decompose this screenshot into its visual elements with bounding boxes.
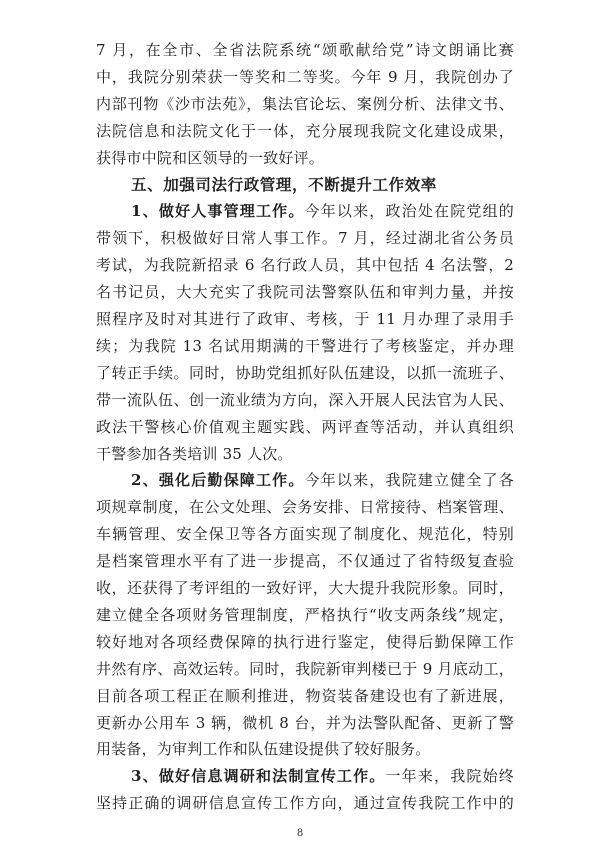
- paragraph-line: 较好地对各项经费保障的执行进行鉴定，使得后勤保障工作: [96, 632, 514, 651]
- subsection-heading-line: [131, 201, 514, 221]
- paragraph-line: 更新办公用车 3 辆，微机 8 台，并为法警队配备、更新了警: [96, 713, 514, 732]
- paragraph-line: 了转正手续。同时，协助党组抓好队伍建设，以抓一流班子、: [96, 363, 514, 382]
- subsection-title-research: 3、做好信息调研和法制宣传工作。: [131, 767, 386, 786]
- paragraph-line: 建立健全各项财务管理制度，严格执行“收支两条线”规定，: [96, 605, 514, 624]
- paragraph-line: 7 月，在全市、全省法院系统“颂歌献给党”诗文朗诵比赛: [96, 41, 514, 59]
- paragraph-line: 用装备，为审判工作和队伍建设提供了较好服务。: [96, 740, 431, 759]
- paragraph-line: 续；为我院 13 名试用期满的干警进行了考核鉴定，并办理: [96, 336, 514, 355]
- paragraph-line: 坚持正确的调研信息宣传工作方向，通过宣传我院工作中的: [96, 794, 514, 813]
- paragraph-line: 带一流队伍、创一流业绩为方向，深入开展人民法官为人民、: [96, 390, 514, 409]
- paragraph-line: 目前各项工程正在顺利推进，物资装备建设也有了新进展，: [96, 686, 514, 705]
- paragraph-line: 中，我院分别荣获一等奖和二等奖。今年 9 月，我院创办了: [96, 67, 514, 86]
- section-heading-5: 五、加强司法行政管理，不断提升工作效率: [131, 174, 437, 194]
- paragraph-line: 内部刊物《沙市法苑》，集法官论坛、案例分析、法律文书、: [96, 94, 514, 113]
- paragraph-line: 带领下，积极做好日常人事工作。7 月，经过湖北省公务员: [96, 229, 514, 248]
- paragraph-text: 今年以来，政治处在院党组的: [304, 202, 514, 221]
- subsection-title-personnel: 1、做好人事管理工作。: [131, 202, 305, 221]
- paragraph-text: 今年以来，我院建立健全了各: [304, 471, 514, 490]
- paragraph-line: 获得市中院和区领导的一致好评。: [96, 148, 325, 167]
- paragraph-line: 收，还获得了考评组的一致好评，大大提升我院形象。同时，: [96, 579, 514, 597]
- paragraph-text: 一年来，我院始终: [385, 767, 514, 786]
- paragraph-line: 项规章制度，在公文处理、会务安排、日常接待、档案管理、: [96, 498, 514, 517]
- paragraph-line: 是档案管理水平有了进一步提高，不仅通过了省特级复查验: [96, 552, 514, 571]
- paragraph-line: 名书记员，大大充实了我院司法警察队伍和审判力量，并按: [96, 283, 514, 302]
- subsection-heading-line: [131, 766, 514, 786]
- paragraph-line: 车辆管理、安全保卫等各方面实现了制度化、规范化，特别: [96, 525, 514, 544]
- paragraph-line: 井然有序、高效运转。同时，我院新审判楼已于 9 月底动工，: [96, 659, 514, 678]
- subsection-title-logistics: 2、强化后勤保障工作。: [131, 471, 305, 490]
- paragraph-line: 考试，为我院新招录 6 名行政人员，其中包括 4 名法警，2: [96, 256, 514, 275]
- paragraph-line: 照程序及时对其进行了政审、考核，于 11 月办理了录用手: [96, 310, 514, 328]
- page-number: 8: [296, 828, 304, 840]
- paragraph-line: 政法干警核心价值观主题实践、两评查等活动，并认真组织: [96, 417, 514, 436]
- subsection-heading-line: [131, 470, 514, 490]
- paragraph-line: 干警参加各类培训 35 人次。: [96, 444, 293, 463]
- paragraph-line: 法院信息和法院文化于一体，充分展现我院文化建设成果，: [96, 121, 514, 140]
